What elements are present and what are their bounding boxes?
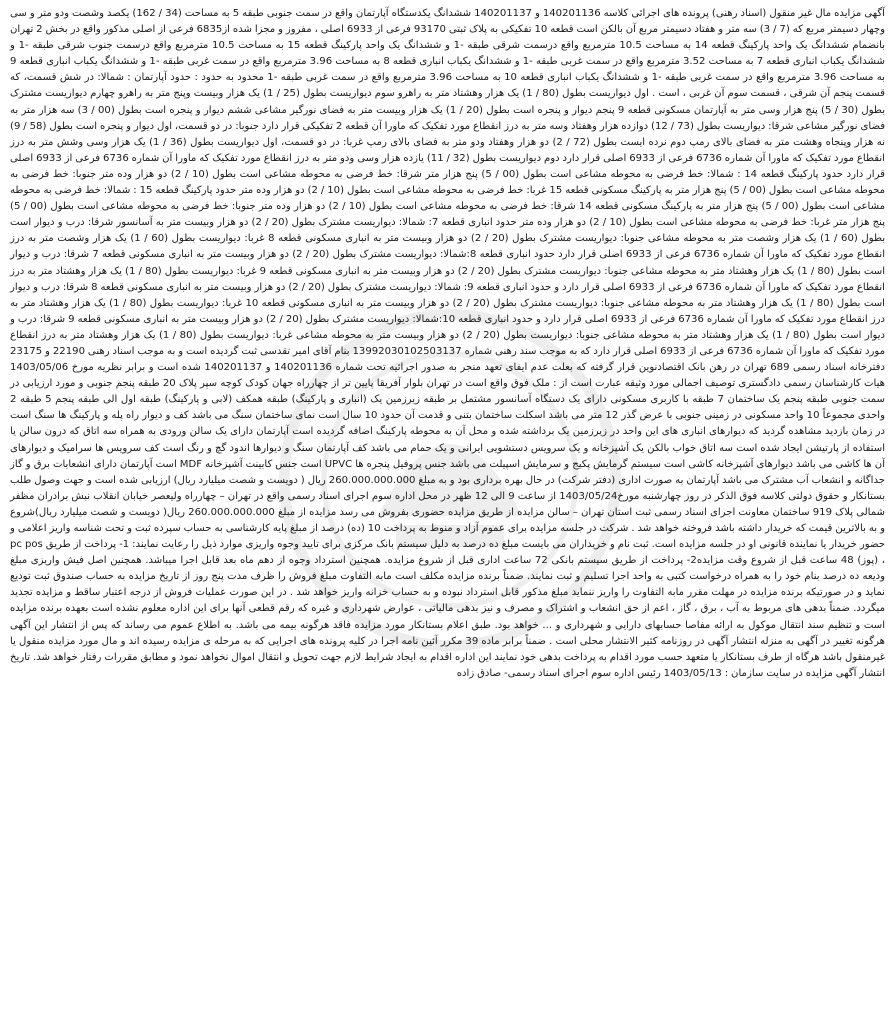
auction-notice-text: آگهی مزایده مال غیر منقول (اسناد رهنی) پرونده های اجرائی کلاسه 140201136 و 140201137 ششدانگ یکدستگاه آپارتمان واقع در سمت جنوبی طبقه 5 به مساحت (34 / 162) یکصد وشصت ودو متر و سی وچهار دسیمتر مربع که (7 / 3) سه متر و هفتاد دسیمتر مربع آن بالکن است قطعه 10 تفکیکی به پلاک ثبتی 93170 فرعی از 6933 اصلی ، مفروز و مجزا شده از6835 فرعی از اصلی مذکور واقع در بخش 2 تهران بانضمام ششدانگ یک واحد پارکینگ قطعه 14 به مساحت 10.5 مترمربع واقع درسمت شرقی طبقه -1 و ششدانگ یک واحد پارکینگ قطعه 15 به مساحت 10.5 مترمربع واقع درسمت جنوب شرقی طبقه -1 و ششدانگ یکباب انباری قطعه 7 به مساحت 3.52 مترمربع واقع در سمت غربی طبقه -1 و ششدانگ یکباب انباری قطعه 8 به مساحت 3.96 مترمربع واقع در سمت غربی طبقه -1 و ششدانگ یکباب انباری قطعه 9 به مساحت 3.96 مترمربع واقع در سمت غربی طبقه -1 و ششدانگ یکباب انباری قطعه 10 به مساحت 3.96 مترمربع واقع در سمت غربی طبقه -1 محدود به حدود : حدود آپارتمان : شمالا: در شش قسمت، که قسمت پنجم آن شرقی ، قسمت سوم آن غربی ، است . اول دیواریست بطول (80 / 1) یک هزار وهشتاد متر به راهرو سوم دیواریست بطول (25 / 1) یک هزار وبیست وپنج متر به راهرو چهارم دیواریست مشترک بطول (30 / 5) پنج هزار وسی متر به آپارتمان مسکونی قطعه 9 پنجم دیوار و پنجره است بطول (20 / 1) یک هزار وبیست متر به فضای نورگیر مشاعی ششم دیوار و پنجره است بطول (00 / 3) سه هزار متر به فضای نورگیر مشاعی شرقا: دیواریست بطول (73 / 12) دوازده هزار وهفتاد وسه متر به درز انقطاع مورد تفکیک که ماورا آن قطعه 2 تفکیکی قرار دارد جنوبا: در دو قسمت، اول دیوار و پنجره است بطول (58 / 9) نه هزار وپنجاه وهشت متر به فضای بالای رمپ دوم نرده ایست بطول (72 / 2) دو هزار وهفتاد ودو متر به فضای بالای رمپ غربا: در دو قسمت، اول دیواریست بطول (36 / 1) یک هزار وسی وشش متر به درز انقطاع مورد تفکیک که ماورا آن شماره 6736 فرعی از 6933 اصلی قرار دارد دوم دیواریست بطول (32 / 11) یازده هزار وسی ودو متر به درز انقطاع مورد تفکیک که ماورا آن شماره 6736 فرعی از 6933 اصلی قرار دارد حدود پارکینگ قطعه 14 : شمالا: خط فرضی به محوطه مشاعی است بطول (00 / 5) پنج هزار متر شرقا: خط فرضی به محوطه مشاعی است بطول (10 / 2) دو هزار وده متر جنوبا: خط فرضی به محوطه مشاعی است بطول (00 / 5) پنج هزار متر به پارکینگ مسکونی قطعه 15 غربا: خط فرضی به محوطه مشاعی است بطول (10 / 2) دو هزار وده متر حدود پارکینگ قطعه 15 : شمالا: خط فرضی به محوطه مشاعی است بطول (00 / 5) پنج هزار متر به پارکینگ مسکونی قطعه 14 شرقا: خط فرضی به محوطه مشاعی است بطول (10 / 2) دو هزار وده متر جنوبا: خط فرضی به محوطه مشاعی است بطول (00 / 5) پنج هزار متر غربا: خط فرضی به محوطه مشاعی است بطول (10 / 2) دو هزار وده متر حدود انباری قطعه 7: شمالا: دیواریست مشترک بطول (20 / 2) دو هزار وبیست متر به آسانسور شرقا: درب و دیوار است بطول (60 / 1) یک هزار وشصت متر به محوطه مشاعی جنوبا: دیواریست مشترک بطول (20 / 2) دو هزار وبیست متر به انباری مسکونی قطعه 8 غربا: دیواریست بطول (60 / 1) یک هزار وشصت متر به درز انقطاع مورد تفکیک که ماورا آن شماره 6736 فرعی از 6933 اصلی قرار دارد حدود انباری قطعه 8:شمالا: دیواریست مشترک بطول (20 / 2) دو هزار وبیست متر به انباری مسکونی قطعه 7 شرقا: درب و دیوار است بطول (80 / 1) یک هزار وهشتاد متر به محوطه مشاعی جنوبا: دیواریست مشترک بطول (20 / 2) دو هزار وبیست متر به انباری مسکونی قطعه 9 غربا: دیواریست بطول (80 / 1) یک هزار وهشتاد متر به درز انقطاع مورد تفکیک که ماورا آن شماره 6736 فرعی از 6933 اصلی قرار دارد و حدود انباری قطعه 9: شمالا: دیواریست مشترک بطول (20 / 2) دو هزار وبیست متر به انباری مسکونی قطعه 8 شرقا: درب و دیوار است بطول (80 / 1) یک هزار وهشتاد متر به محوطه مشاعی جنوبا: دیواریست مشترک بطول (20 / 2) دو هزار وبیست متر به انباری مسکونی قطعه 10 غربا: دیواریست بطول (80 / 1) یک هزار وهشتاد متر به درز انقطاع مورد تفکیک که ماورا آن شماره 6736 فرعی از 6933 اصلی قرار دارد و حدود انباری قطعه 10:شمالا: دیواریست مشترک بطول (20 / 2) دو هزار وبیست متر به انباری مسکونی قطعه 9 شرقا: درب و دیوار است بطول (80 / 1) یک هزار وهشتاد متر به محوطه مشاعی جنوبا: دیواریست بطول (20 / 2) دو هزار وبیست متر به محوطه مشاعی غربا: دیواریست بطول (80 / 1) یک هزار وهشتاد متر به درز انقطاع مورد تفکیک که ماورا آن شماره 6736 فرعی از 6933 اصلی قرار دارد که به موجب سند رهنی شماره 13992030102503137 بنام آقای امیر تقدسی ثبت گردیده است و به موجب اسناد رهنی 22190 و 23175 دفترخانه اسناد رسمی 689 تهران در رهن بانک اقتصادنوین قرار گرفته که بعلت عدم ایفای تعهد منجر به صدور اجرائیه تحت شماره 140201136 و 140201137 شده است و برابر نظریه مورخ 1403/05/06 هیات کارشناسان رسمی دادگستری توصیف اجمالی مورد وثیقه عبارت است از : ملک فوق واقع است در تهران بلوار آفریقا پایین تر از چهارراه جهان کودک کوچه سپر پلاک 20 طبقه پنجم جنوبی و مورد ارزیابی در سمت جنوبی طبقه پنجم یک ساختمان 7 طبقه با کاربری مسکونی دارای یک دستگاه آسانسور مشتمل بر طبقه زیرزمین یک (انباری و پارکینگ) طبقه همکف (لابی و پارکینگ) طبقه اول الی طبقه پنجم 5 طبقه 2 واحدی مجموعاً 10 واحد مسکونی در زمینی جنوبی با عرض گذر 12 متر می باشد اسکلت ساختمان بتنی و قدمت آن حدود 10 سال است نمای ساختمان سنگ می باشد کف و دیوار راه پله و پارکینگ ها سنگ است در زمان بازدید مشاهده گردید که دیوارهای انباری های این واحد در زیرزمین یک برداشته شده و محل آن به محوطه پارکینگ اضافه گردیده است آپارتمان دارای یک سالن ورودی به همراه سه اتاق که درون سالن یا استفاده از پارتیشن ایجاد شده است سه اتاق خواب بالکن یک آشپزخانه و یک سرویس دستشویی ایرانی و یک حمام می باشد کف آپارتمان سنگ و دیوارها اندود گچ و رنگ است کف سرویس ها سرامیک و دیوارهای آن ها کاشی می باشد دیوارهای آشپزخانه کاشی است سیستم گرمایش پکیج و سرمایش اسپیلت می باشد جنس پروفیل پنجره ها UPVC است جنس کابینت آشپزخانه MDF است آپارتمان دارای انشعابات برق و گاز جداگانه و انشعاب آب مشترک می باشد آپارتمان به صورت اداری (دفتر شرکت) در حال بهره برداری بود و به مبلغ 260.000.000.000 ریال ( دویست و شصت میلیارد ریال) ارزیابی شده است و جهت وصول طلب بستانکار و حقوق دولتی کلاسه فوق الذکر در روز چهارشنبه مورخ1403/05/24 از ساعت 9 الی 12 ظهر در محل اداره سوم اجرای اسناد رسمی واقع در تهران – چهارراه ولیعصر خیابان انقلاب نبش برادران مظفر شمالی پلاک 919 ساختمان معاونت اجرای اسناد رسمی ثبت استان تهران – سالن مزایده از طریق مزایده حضوری بفروش می رسد مزایده از مبلغ 260.000.000.000 ریال( دویست و شصت میلیارد ریال)شروع و به بالاترین قیمت که خریدار داشته باشد فروخته خواهد شد . شرکت در جلسه مزایده برای عموم آزاد و منوط به پرداخت 10 (ده) درصد از مبلغ پایه کارشناسی به حساب سپرده ثبت و تحت شناسه واریز اعلامی و حضور خریدار یا نماینده قانونی او در جلسه مزایده است. ثبت نام و خریداران می بایست مبلغ ده درصد به دلیل سیستم بانک مرکزی برای تایید وجوه واریزی موارد ذیل را رعایت نمایند: 1- پرداخت از طریق pc pos ، (پوز) 48 ساعت قبل از شروع وقت مزایده2- پرداخت از طریق سیستم بانکی 72 ساعت اداری قبل از شروع مزایده. همچنین استرداد وجوه از دهم ماه بعد قابل اجرا میباشد. همچنین اصل فیش واریزی مبلغ ودیعه ده درصد بنام خود را به همراه درخواست کتبی به واحد اجرا تسلیم و ثبت نمایند. ضمناً برنده مزایده مکلف است مابه التفاوت مبلغ فروش را ظرف مدت پنج روز از تاریخ مزایده به حساب صندوق ثبت تودیع نماید و در صورتیکه برنده مزایده در مهلت مقرر مابه التفاوت را واریز ننماید مبلغ مذکور قابل استرداد نبوده و به حساب خزانه واریز خواهد شد . در این صورت عملیات فروش از درجه اعتبار ساقط و مزایده تجدید میگردد. ضمناً بدهی های مربوط به آب ، برق ، گاز ، اعم از حق انشعاب و اشتراک و مصرف و نیز بدهی مالیاتی ، عوارض شهرداری و غیره که رقم قطعی آنها برای این اداره معلوم نشده است بعهده برنده مزایده است و تنظیم سند انتقال موکول به ارائه مفاصا حسابهای دارایی و شهرداری و ... خواهد بود. طبق اعلام بستانکار مورد مزایده فاقد هرگونه بیمه می باشد. به اطلاع عموم می رساند که پس از انتشار این آگهی هرگونه تغییر در آگهی به منزله انتشار آگهی در روزنامه کثیر الانتشار محلی است . ضمناً برابر ماده 39 مکرر آئین نامه اجرا در کلیه پرونده های اجرایی که به مرحله ی مزایده رسیده اند و مال مورد مزایده منقول یا غیرمنقول باشد هرگاه از طرف بستانکار یا متعهد حسب مورد اقدام به پرداخت بدهی خود نمایند این اداره اقدام به ایجاد شرایط لازم جهت تحویل و انتقال اموال نخواهد نمود و مطابق مقررات رفتار خواهد شد. تاریخ انتشار آگهی مزایده در سایت سازمان : 1403/05/13 رئیس اداره سوم اجرای اسناد رسمی- صادق زاده: [10, 8, 886, 679]
